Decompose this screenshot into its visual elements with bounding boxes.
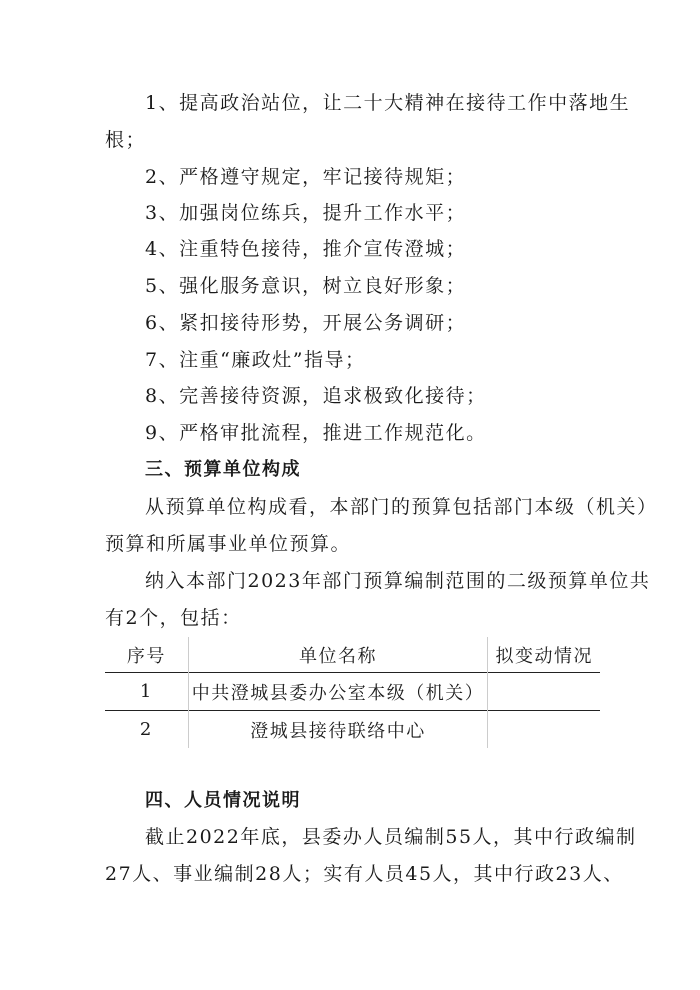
cell-number: 2 bbox=[139, 719, 153, 740]
cell-number: 1 bbox=[139, 681, 153, 702]
paragraph-line: 纳入本部门2023年部门预算编制范围的二级预算单位共 bbox=[145, 570, 651, 592]
section-heading-budget-units: 三、预算单位构成 bbox=[145, 459, 301, 480]
column-header-unit-name: 单位名称 bbox=[188, 637, 488, 673]
paragraph-line: 从预算单位构成看，本部门的预算包括部门本级（机关） bbox=[145, 496, 658, 518]
column-header-change: 拟变动情况 bbox=[488, 637, 600, 673]
list-item: 2、严格遵守规定，牢记接待规矩； bbox=[145, 166, 467, 188]
paragraph-line: 截止2022年底，县委办人员编制55人，其中行政编制 bbox=[145, 826, 637, 848]
list-item: 5、强化服务意识，树立良好形象； bbox=[145, 275, 467, 297]
list-item: 3、加强岗位练兵，提升工作水平； bbox=[145, 202, 467, 224]
cell-unit-name: 中共澄城县委办公室本级（机关） bbox=[188, 673, 488, 711]
cell-unit-name: 澄城县接待联络中心 bbox=[188, 711, 488, 749]
cell-change bbox=[488, 711, 600, 749]
table-header-row bbox=[105, 637, 600, 673]
list-item: 9、严格审批流程，推进工作规范化。 bbox=[145, 422, 487, 444]
cell-change bbox=[488, 673, 600, 711]
table-row bbox=[105, 673, 600, 711]
list-item: 1、提高政治站位，让二十大精神在接待工作中落地生 bbox=[145, 92, 631, 114]
paragraph-line: 27人、事业编制28人；实有人员45人，其中行政23人、 bbox=[105, 863, 624, 885]
column-header-number: 序号 bbox=[126, 645, 166, 667]
list-item: 6、紧扣接待形势，开展公务调研； bbox=[145, 312, 467, 334]
table-row bbox=[105, 711, 600, 749]
list-item: 8、完善接待资源，追求极致化接待； bbox=[145, 385, 487, 407]
section-heading-personnel: 四、人员情况说明 bbox=[145, 790, 301, 811]
list-item-continuation: 根； bbox=[105, 129, 147, 151]
paragraph-line: 预算和所属事业单位预算。 bbox=[105, 533, 352, 555]
budget-units-table bbox=[105, 637, 600, 748]
list-item: 4、注重特色接待，推介宣传澄城； bbox=[145, 238, 467, 260]
list-item: 7、注重“廉政灶”指导； bbox=[145, 349, 366, 371]
paragraph-line: 有2个，包括： bbox=[105, 607, 242, 629]
